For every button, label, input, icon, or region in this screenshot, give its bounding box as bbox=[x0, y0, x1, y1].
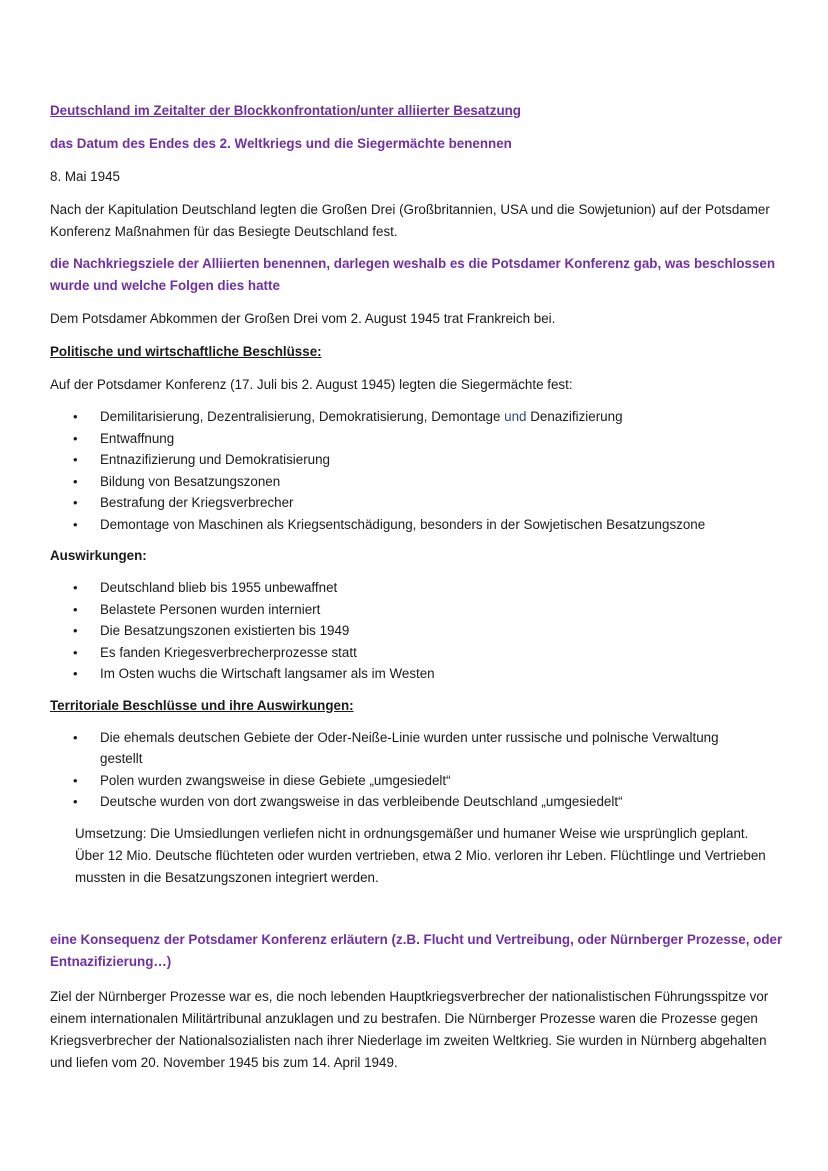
bullet-icon: • bbox=[73, 666, 78, 681]
list-item bbox=[50, 514, 790, 536]
bullet-icon: • bbox=[73, 772, 78, 788]
list-item bbox=[50, 642, 790, 664]
bullet-icon: • bbox=[73, 729, 78, 745]
item-part: , Demokratisierung bbox=[311, 409, 424, 424]
list-item bbox=[50, 663, 790, 685]
bullet-icon: • bbox=[73, 495, 78, 510]
bullet-icon: • bbox=[73, 430, 78, 446]
intro-paragraph: Nach der Kapitulation Deutschland legten die Großen Drei (Großbritannien, USA und die Sowjetunion) auf der Potsdamer Konferenz Maßnahmen für das Besiegte Deutschland fest. bbox=[50, 202, 770, 239]
list-item-text: Entnazifizierung und Demokratisierung bbox=[100, 452, 330, 467]
list-item-text: Die ehemals deutschen Gebiete der Oder-Neiße-Linie wurden unter russische und polnische Verwaltung gestellt bbox=[100, 729, 719, 766]
list-item bbox=[50, 492, 790, 514]
bullet-icon: • bbox=[73, 516, 78, 532]
document-page bbox=[50, 100, 790, 1074]
beschluesse-intro: Auf der Potsdamer Konferenz (17. Juli bis 2. August 1945) legten die Siegermächte fest: bbox=[50, 377, 573, 392]
list-item-text: Belastete Personen wurden interniert bbox=[100, 601, 321, 617]
list-item-text: Polen wurden zwangsweise in diese Gebiete „umgesiedelt“ bbox=[100, 772, 451, 788]
bullet-icon: • bbox=[73, 580, 78, 595]
section-title-auswirkungen: Auswirkungen: bbox=[50, 548, 147, 563]
beschluesse-list bbox=[50, 406, 790, 535]
bullet-icon: • bbox=[73, 452, 78, 467]
list-item bbox=[50, 599, 790, 621]
list-item-text: Bildung von Besatzungszonen bbox=[100, 473, 281, 489]
umsetzung-paragraph: Umsetzung: Die Umsiedlungen verliefen nicht in ordnungsgemäßer und humaner Weise wie ursprünglich geplant. Über 12 Mio. Deutsche flüchteten oder wurden vertrieben, etwa 2 Mio. verloren ihr Leben. Flüchtlinge und Vertrieben mussten in die Besatzungszonen integriert werden. bbox=[75, 825, 766, 885]
list-item bbox=[50, 428, 790, 450]
item-part: Denazifizierung bbox=[526, 409, 623, 424]
nuernberg-paragraph: Ziel der Nürnberger Prozesse war es, die noch lebenden Hauptkriegsverbrecher der nationalistischen Führungsspitze vor einem internationalen Militärtribunal anzuklagen und zu bestrafen. Die Nürnberger Prozesse waren die Prozesse gegen Kriegsverbrecher der Nationalsozialisten nach ihrer Niederlage im zweiten Weltkrieg. Sie wurden in Nürnberg abgehalten und liefen vom 20. November 1945 bis zum 14. April 1949. bbox=[50, 988, 769, 1070]
list-item-text: Deutsche wurden von dort zwangsweise in das verbleibende Deutschland „umgesiedelt“ bbox=[100, 794, 623, 809]
bullet-icon: • bbox=[73, 644, 78, 660]
list-item bbox=[50, 449, 790, 471]
item-part: , Demontage bbox=[423, 409, 505, 424]
list-item bbox=[50, 791, 750, 813]
list-item-text: Die Besatzungszonen existierten bis 1949 bbox=[100, 623, 350, 638]
auswirkungen-list bbox=[50, 577, 790, 685]
list-item-text: Demontage von Maschinen als Kriegsentschädigung, besonders in der Sowjetischen Besatzungszone bbox=[100, 516, 706, 532]
abkommen-paragraph: Dem Potsdamer Abkommen der Großen Drei vom 2. August 1945 trat Frankreich bei. bbox=[50, 311, 556, 326]
list-item bbox=[50, 406, 790, 428]
section-title-territorial: Territoriale Beschlüsse und ihre Auswirkungen: bbox=[50, 697, 354, 713]
list-item bbox=[50, 770, 750, 792]
bullet-icon: • bbox=[73, 409, 78, 424]
list-item-text: Im Osten wuchs die Wirtschaft langsamer als im Westen bbox=[100, 666, 435, 681]
task-heading-2: die Nachkriegsziele der Alliierten benennen, darlegen weshalb es die Potsdamer Konferenz gab, was beschlossen wurde und welche Folgen dies hatte bbox=[50, 256, 776, 293]
bullet-icon: • bbox=[73, 601, 78, 617]
list-item-text: Bestrafung der Kriegsverbrecher bbox=[100, 495, 294, 510]
territorial-list bbox=[50, 727, 750, 813]
bullet-icon: • bbox=[73, 623, 78, 638]
main-heading: Deutschland im Zeitalter der Blockkonfrontation/unter alliierter Besatzung bbox=[50, 103, 521, 118]
section-title-beschluesse: Politische und wirtschaftliche Beschlüsse: bbox=[50, 344, 322, 359]
bullet-icon: • bbox=[73, 473, 78, 489]
list-item-text: Deutschland blieb bis 1955 unbewaffnet bbox=[100, 580, 338, 595]
bullet-icon: • bbox=[73, 794, 78, 809]
list-item-text: Es fanden Kriegesverbrecherprozesse statt bbox=[100, 644, 357, 660]
item-part: Demilitarisierung bbox=[100, 409, 200, 424]
list-item-text: Entwaffnung bbox=[100, 430, 175, 446]
list-item bbox=[50, 471, 790, 493]
date-text: 8. Mai 1945 bbox=[50, 169, 120, 184]
item-part: und bbox=[504, 409, 527, 424]
list-item bbox=[50, 577, 790, 599]
list-item bbox=[50, 620, 790, 642]
task-heading-3: eine Konsequenz der Potsdamer Konferenz erläutern (z.B. Flucht und Vertreibung, oder Nürnberger Prozesse, oder Entnazifizierung…) bbox=[50, 931, 783, 969]
list-item bbox=[50, 727, 750, 770]
task-heading-1: das Datum des Endes des 2. Weltkriegs und die Siegermächte benennen bbox=[50, 136, 512, 151]
item-part: , Dezentralisierung bbox=[199, 409, 312, 424]
